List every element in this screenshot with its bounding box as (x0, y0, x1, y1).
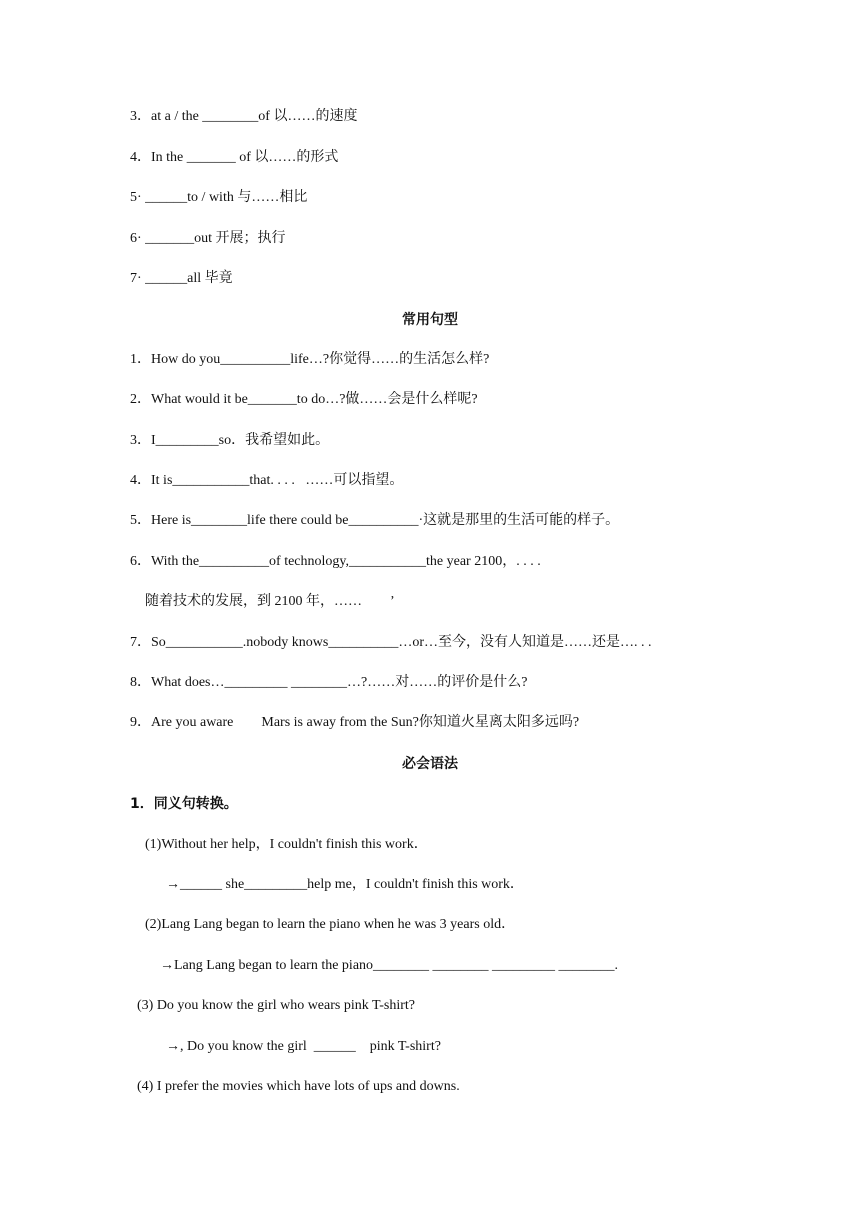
sentence-item: 2．What would it be_______to do…?做……会是什么样呢? (130, 392, 478, 407)
phrase-item: 7· ______all 毕竟 (130, 271, 233, 286)
sentence-item: 5．Here is________life there could be__________·这就是那里的生活可能的样子。 (130, 513, 620, 528)
phrase-item: 6· _______out 开展；执行 (130, 231, 286, 246)
sentence-item: 6．With the__________of technology,___________the year 2100，. . . . (130, 554, 541, 569)
exercise-question: (2)Lang Lang began to learn the piano when he was 3 years old． (145, 917, 516, 932)
exercise-question: (1)Without her help，I couldn't finish this work． (145, 837, 428, 852)
section-heading-grammar: 必会语法 (402, 756, 458, 772)
exercise-answer-line: →______ she_________help me，I couldn't finish this work． (166, 877, 524, 892)
exercise-question: (3) Do you know the girl who wears pink T-shirt? (137, 998, 416, 1013)
phrase-item: 5· ______to / with 与……相比 (130, 190, 308, 205)
exercise-answer-line: →Lang Lang began to learn the piano________ ________ _________ ________. (160, 958, 619, 973)
sentence-item: 3．I_________so．我希望如此。 (130, 433, 330, 448)
grammar-item-title: 1．同义句转换。 (130, 796, 238, 812)
exercise-question: (4) I prefer the movies which have lots of ups and downs. (137, 1079, 460, 1094)
phrase-item: 4．In the _______ of 以……的形式 (130, 150, 339, 165)
sentence-item: 4．It is___________that. . . . ……可以指望。 (130, 473, 404, 488)
sentence-item: 1．How do you__________life…?你觉得……的生活怎么样? (130, 352, 490, 367)
sentence-item: 7．So___________.nobody knows__________…or…至今，没有人知道是……还是…. . . (130, 635, 652, 650)
sentence-item: 8．What does…_________ ________…?……对……的评价是什么? (130, 675, 528, 690)
sentence-item: 9．Are you aware Mars is away from the Sun?你知道火星离太阳多远吗? (130, 715, 580, 730)
sentence-translation: 随着技术的发展，到 2100 年，…… ’ (145, 594, 395, 609)
phrase-item: 3．at a / the ________of 以……的速度 (130, 109, 358, 124)
section-heading-sentences: 常用句型 (402, 312, 458, 328)
exercise-answer-line: →, Do you know the girl ______ pink T-shirt? (166, 1039, 441, 1054)
